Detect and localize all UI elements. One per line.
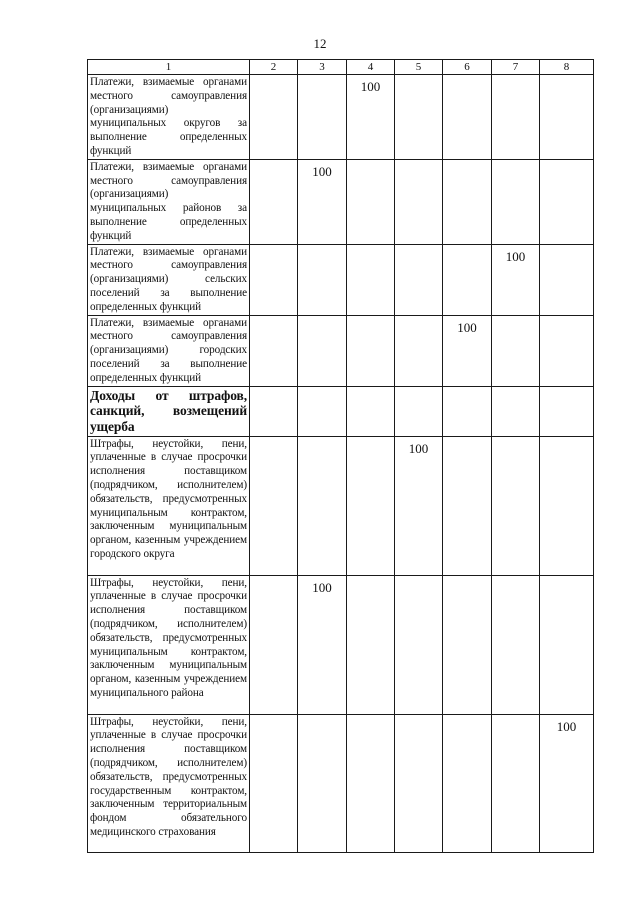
page-number: 12	[313, 36, 327, 51]
table-cell	[443, 75, 492, 160]
table-cell	[250, 315, 298, 386]
table-cell	[347, 159, 395, 244]
table-cell	[250, 436, 298, 575]
table-cell	[347, 575, 395, 714]
table-cell	[298, 315, 347, 386]
table-cell	[443, 714, 492, 852]
table-cell: 100	[395, 436, 443, 575]
table-cell	[395, 575, 443, 714]
table-cell	[395, 244, 443, 315]
table-cell: 100	[492, 244, 540, 315]
table-cell	[250, 714, 298, 852]
table-row	[88, 436, 594, 575]
table-cell	[443, 436, 492, 575]
table-cell	[298, 244, 347, 315]
column-header: 5	[395, 60, 443, 75]
row-description: Штрафы, неустойки, пени, уплаченные в случае просрочки исполнения поставщиком (подрядчиком, исполнителем) обязательств, предусмотренных муниципальным контрактом, заключенным муниципальным органом, казенным учреждением муниципального района	[88, 575, 250, 714]
table-row	[88, 315, 594, 386]
table-cell	[492, 714, 540, 852]
table-row	[88, 75, 594, 160]
column-header: 2	[250, 60, 298, 75]
table-cell	[298, 386, 347, 436]
table-cell	[540, 159, 594, 244]
table-cell	[347, 315, 395, 386]
table-cell	[250, 159, 298, 244]
row-description: Штрафы, неустойки, пени, уплаченные в случае просрочки исполнения поставщиком (подрядчиком, исполнителем) обязательств, предусмотренных государственным контрактом, заключенным территориальным фондом обязательного медицинского страхования	[88, 714, 250, 852]
column-header: 6	[443, 60, 492, 75]
table-cell	[443, 386, 492, 436]
column-header: 8	[540, 60, 594, 75]
table-cell	[250, 575, 298, 714]
table-row	[88, 159, 594, 244]
table-cell: 100	[347, 75, 395, 160]
column-header: 7	[492, 60, 540, 75]
table-cell: 100	[298, 575, 347, 714]
table-cell	[443, 575, 492, 714]
table-cell	[492, 315, 540, 386]
column-header: 3	[298, 60, 347, 75]
table-cell	[298, 436, 347, 575]
table-cell	[492, 575, 540, 714]
table-row	[88, 714, 594, 852]
table-cell: 100	[298, 159, 347, 244]
table-cell	[298, 714, 347, 852]
table-row	[88, 244, 594, 315]
table-row	[88, 575, 594, 714]
table-cell	[540, 75, 594, 160]
table-cell: 100	[443, 315, 492, 386]
table-cell	[298, 75, 347, 160]
table-cell	[492, 386, 540, 436]
table-cell	[347, 436, 395, 575]
table-cell	[492, 75, 540, 160]
table-cell	[540, 386, 594, 436]
table-cell	[395, 714, 443, 852]
table-cell	[540, 244, 594, 315]
table-cell	[347, 244, 395, 315]
column-header: 1	[88, 60, 250, 75]
table-cell: 100	[540, 714, 594, 852]
table-cell	[492, 436, 540, 575]
table-cell	[395, 386, 443, 436]
table-row	[88, 386, 594, 436]
row-description: Платежи, взимаемые органами местного самоуправления (организациями) муниципальных округов за выполнение определенных функций	[88, 75, 250, 160]
table-cell	[347, 714, 395, 852]
row-description: Штрафы, неустойки, пени, уплаченные в случае просрочки исполнения поставщиком (подрядчиком, исполнителем) обязательств, предусмотренных муниципальным контрактом, заключенным муниципальным органом, казенным учреждением городского округа	[88, 436, 250, 575]
table-cell	[443, 244, 492, 315]
table-cell	[540, 315, 594, 386]
table-cell	[540, 575, 594, 714]
table-cell	[250, 386, 298, 436]
table-cell	[443, 159, 492, 244]
table-cell	[395, 315, 443, 386]
table-cell	[395, 75, 443, 160]
column-header: 4	[347, 60, 395, 75]
table-cell	[540, 436, 594, 575]
row-description: Платежи, взимаемые органами местного самоуправления (организациями) сельских поселений за выполнение определенных функций	[88, 244, 250, 315]
table-cell	[250, 244, 298, 315]
table-cell	[395, 159, 443, 244]
header-row	[88, 60, 594, 75]
table-cell	[347, 386, 395, 436]
table-cell	[492, 159, 540, 244]
row-description: Платежи, взимаемые органами местного самоуправления (организациями) городских поселений за выполнение определенных функций	[88, 315, 250, 386]
revenue-distribution-table	[87, 59, 594, 853]
row-description: Платежи, взимаемые органами местного самоуправления (организациями) муниципальных районов за выполнение определенных функций	[88, 159, 250, 244]
section-heading: Доходы от штрафов, санкций, возмещений ущерба	[88, 386, 250, 436]
table-cell	[250, 75, 298, 160]
